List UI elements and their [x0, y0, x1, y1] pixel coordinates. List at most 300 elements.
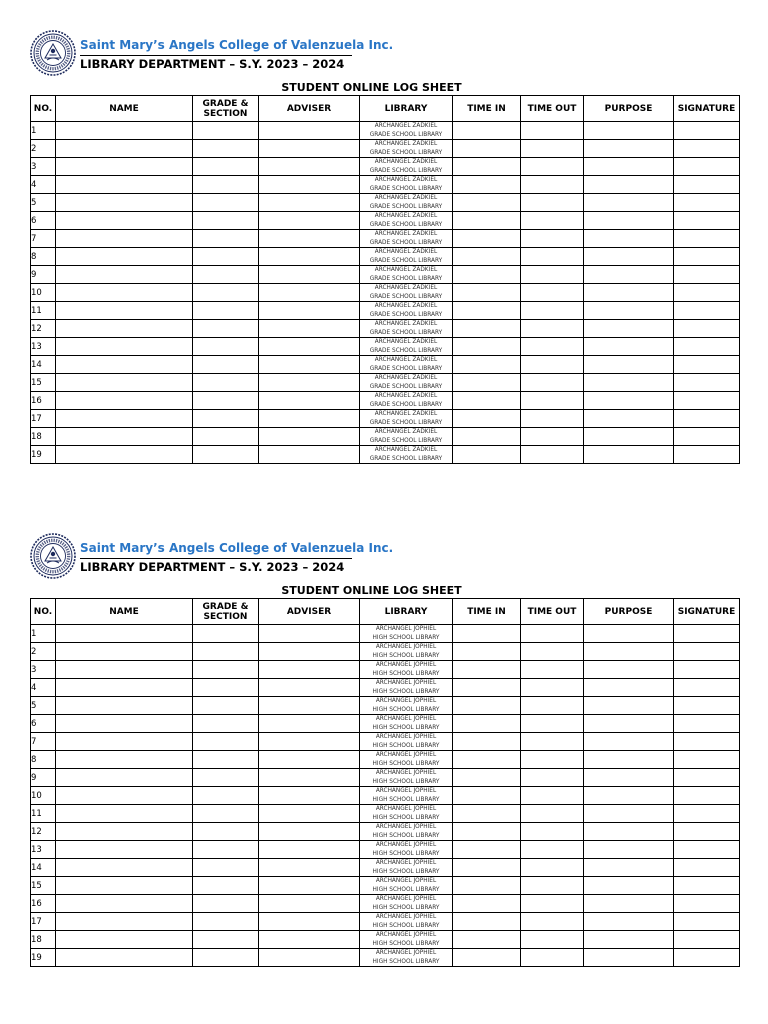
adviser-cell[interactable]	[259, 176, 360, 194]
signature-cell[interactable]	[674, 859, 740, 877]
time-in-cell[interactable]	[453, 697, 521, 715]
name-cell[interactable]	[56, 374, 193, 392]
time-out-cell[interactable]	[521, 284, 584, 302]
grade-section-cell[interactable]	[193, 392, 259, 410]
adviser-cell[interactable]	[259, 140, 360, 158]
signature-cell[interactable]	[674, 176, 740, 194]
time-out-cell[interactable]	[521, 895, 584, 913]
library-type-line: HIGH SCHOOL LIBRARY	[372, 634, 440, 641]
adviser-cell[interactable]	[259, 338, 360, 356]
grade-section-cell[interactable]	[193, 715, 259, 733]
row-number-cell: 16	[31, 392, 56, 410]
name-cell[interactable]	[56, 194, 193, 212]
row-number-cell: 10	[31, 787, 56, 805]
purpose-cell[interactable]	[584, 230, 674, 248]
adviser-cell[interactable]	[259, 194, 360, 212]
time-out-cell[interactable]	[521, 392, 584, 410]
library-cell	[360, 787, 453, 805]
purpose-cell[interactable]	[584, 374, 674, 392]
time-in-cell[interactable]	[453, 266, 521, 284]
time-in-cell[interactable]	[453, 374, 521, 392]
grade-section-cell[interactable]	[193, 428, 259, 446]
name-cell[interactable]	[56, 805, 193, 823]
signature-cell[interactable]	[674, 194, 740, 212]
table-row	[31, 823, 740, 841]
time-in-cell[interactable]	[453, 302, 521, 320]
name-cell[interactable]	[56, 625, 193, 643]
purpose-cell[interactable]	[584, 805, 674, 823]
time-in-cell[interactable]	[453, 913, 521, 931]
signature-cell[interactable]	[674, 697, 740, 715]
time-in-cell[interactable]	[453, 320, 521, 338]
signature-cell[interactable]	[674, 841, 740, 859]
purpose-cell[interactable]	[584, 733, 674, 751]
grade-section-cell[interactable]	[193, 895, 259, 913]
time-in-cell[interactable]	[453, 428, 521, 446]
name-cell[interactable]	[56, 428, 193, 446]
adviser-cell[interactable]	[259, 392, 360, 410]
grade-section-cell[interactable]	[193, 697, 259, 715]
time-out-cell[interactable]	[521, 769, 584, 787]
row-number-cell: 14	[31, 859, 56, 877]
grade-section-cell[interactable]	[193, 679, 259, 697]
time-out-cell[interactable]	[521, 823, 584, 841]
purpose-cell[interactable]	[584, 787, 674, 805]
library-cell	[360, 625, 453, 643]
name-cell[interactable]	[56, 787, 193, 805]
adviser-cell[interactable]	[259, 284, 360, 302]
time-in-cell[interactable]	[453, 248, 521, 266]
row-number-cell: 11	[31, 805, 56, 823]
time-in-cell[interactable]	[453, 122, 521, 140]
name-cell[interactable]	[56, 697, 193, 715]
signature-cell[interactable]	[674, 320, 740, 338]
grade-section-cell[interactable]	[193, 877, 259, 895]
time-out-cell[interactable]	[521, 356, 584, 374]
time-in-cell[interactable]	[453, 859, 521, 877]
library-cell	[360, 356, 453, 374]
purpose-cell[interactable]	[584, 625, 674, 643]
name-cell[interactable]	[56, 248, 193, 266]
time-out-cell[interactable]	[521, 122, 584, 140]
time-out-cell[interactable]	[521, 446, 584, 464]
time-in-cell[interactable]	[453, 805, 521, 823]
time-out-cell[interactable]	[521, 266, 584, 284]
time-in-cell[interactable]	[453, 284, 521, 302]
time-out-cell[interactable]	[521, 625, 584, 643]
time-out-cell[interactable]	[521, 212, 584, 230]
time-in-cell[interactable]	[453, 194, 521, 212]
name-cell[interactable]	[56, 823, 193, 841]
adviser-cell[interactable]	[259, 158, 360, 176]
purpose-cell[interactable]	[584, 769, 674, 787]
adviser-cell[interactable]	[259, 230, 360, 248]
purpose-cell[interactable]	[584, 302, 674, 320]
name-cell[interactable]	[56, 320, 193, 338]
name-cell[interactable]	[56, 122, 193, 140]
library-name-line: ARCHANGEL ZADKIEL	[374, 339, 438, 346]
time-out-cell[interactable]	[521, 787, 584, 805]
adviser-cell[interactable]	[259, 122, 360, 140]
adviser-cell[interactable]	[259, 769, 360, 787]
signature-cell[interactable]	[674, 787, 740, 805]
signature-cell[interactable]	[674, 392, 740, 410]
name-cell[interactable]	[56, 913, 193, 931]
row-number-cell: 15	[31, 877, 56, 895]
time-out-cell[interactable]	[521, 176, 584, 194]
signature-cell[interactable]	[674, 679, 740, 697]
time-out-cell[interactable]	[521, 643, 584, 661]
signature-cell[interactable]	[674, 248, 740, 266]
purpose-cell[interactable]	[584, 859, 674, 877]
time-in-cell[interactable]	[453, 751, 521, 769]
purpose-cell[interactable]	[584, 356, 674, 374]
purpose-cell[interactable]	[584, 895, 674, 913]
grade-section-cell[interactable]	[193, 446, 259, 464]
library-cell	[360, 230, 453, 248]
adviser-cell[interactable]	[259, 320, 360, 338]
adviser-cell[interactable]	[259, 266, 360, 284]
time-in-cell[interactable]	[453, 679, 521, 697]
signature-cell[interactable]	[674, 823, 740, 841]
name-cell[interactable]	[56, 410, 193, 428]
adviser-cell[interactable]	[259, 410, 360, 428]
signature-cell[interactable]	[674, 140, 740, 158]
name-cell[interactable]	[56, 661, 193, 679]
grade-section-cell[interactable]	[193, 338, 259, 356]
time-in-cell[interactable]	[453, 625, 521, 643]
time-out-cell[interactable]	[521, 715, 584, 733]
adviser-cell[interactable]	[259, 823, 360, 841]
time-in-cell[interactable]	[453, 176, 521, 194]
purpose-cell[interactable]	[584, 643, 674, 661]
signature-cell[interactable]	[674, 643, 740, 661]
purpose-cell[interactable]	[584, 679, 674, 697]
name-cell[interactable]	[56, 284, 193, 302]
name-cell[interactable]	[56, 931, 193, 949]
signature-cell[interactable]	[674, 284, 740, 302]
name-cell[interactable]	[56, 446, 193, 464]
purpose-cell[interactable]	[584, 122, 674, 140]
grade-section-cell[interactable]	[193, 410, 259, 428]
time-out-cell[interactable]	[521, 410, 584, 428]
adviser-cell[interactable]	[259, 913, 360, 931]
name-cell[interactable]	[56, 733, 193, 751]
time-out-cell[interactable]	[521, 949, 584, 967]
name-cell[interactable]	[56, 158, 193, 176]
grade-section-cell[interactable]	[193, 356, 259, 374]
time-out-cell[interactable]	[521, 428, 584, 446]
grade-section-cell[interactable]	[193, 248, 259, 266]
time-in-cell[interactable]	[453, 212, 521, 230]
signature-cell[interactable]	[674, 158, 740, 176]
purpose-cell[interactable]	[584, 428, 674, 446]
adviser-cell[interactable]	[259, 661, 360, 679]
time-in-cell[interactable]	[453, 392, 521, 410]
table-row	[31, 176, 740, 194]
library-cell	[360, 176, 453, 194]
adviser-cell[interactable]	[259, 931, 360, 949]
grade-section-cell[interactable]	[193, 643, 259, 661]
library-type-line: GRADE SCHOOL LIBRARY	[369, 203, 443, 210]
signature-cell[interactable]	[674, 661, 740, 679]
time-in-cell[interactable]	[453, 356, 521, 374]
time-out-cell[interactable]	[521, 374, 584, 392]
grade-section-cell[interactable]	[193, 320, 259, 338]
row-number-cell: 9	[31, 769, 56, 787]
library-cell	[360, 661, 453, 679]
adviser-cell[interactable]	[259, 841, 360, 859]
time-in-cell[interactable]	[453, 769, 521, 787]
purpose-cell[interactable]	[584, 446, 674, 464]
time-out-cell[interactable]	[521, 751, 584, 769]
time-in-cell[interactable]	[453, 931, 521, 949]
name-cell[interactable]	[56, 140, 193, 158]
signature-cell[interactable]	[674, 949, 740, 967]
grade-section-cell[interactable]	[193, 122, 259, 140]
time-out-cell[interactable]	[521, 679, 584, 697]
purpose-cell[interactable]	[584, 284, 674, 302]
adviser-cell[interactable]	[259, 212, 360, 230]
adviser-cell[interactable]	[259, 643, 360, 661]
grade-section-cell[interactable]	[193, 158, 259, 176]
signature-cell[interactable]	[674, 751, 740, 769]
purpose-cell[interactable]	[584, 320, 674, 338]
purpose-cell[interactable]	[584, 338, 674, 356]
name-cell[interactable]	[56, 356, 193, 374]
table-row	[31, 877, 740, 895]
purpose-cell[interactable]	[584, 266, 674, 284]
signature-cell[interactable]	[674, 356, 740, 374]
name-cell[interactable]	[56, 643, 193, 661]
time-out-cell[interactable]	[521, 697, 584, 715]
purpose-cell[interactable]	[584, 913, 674, 931]
time-out-cell[interactable]	[521, 320, 584, 338]
adviser-cell[interactable]	[259, 697, 360, 715]
time-in-cell[interactable]	[453, 230, 521, 248]
time-out-cell[interactable]	[521, 302, 584, 320]
adviser-cell[interactable]	[259, 446, 360, 464]
library-cell	[360, 446, 453, 464]
name-cell[interactable]	[56, 841, 193, 859]
adviser-cell[interactable]	[259, 248, 360, 266]
grade-section-cell[interactable]	[193, 266, 259, 284]
grade-section-cell[interactable]	[193, 212, 259, 230]
signature-cell[interactable]	[674, 769, 740, 787]
adviser-cell[interactable]	[259, 895, 360, 913]
signature-cell[interactable]	[674, 302, 740, 320]
adviser-cell[interactable]	[259, 733, 360, 751]
library-type-line: HIGH SCHOOL LIBRARY	[372, 688, 440, 695]
library-cell	[360, 338, 453, 356]
row-number-cell: 3	[31, 661, 56, 679]
signature-cell[interactable]	[674, 877, 740, 895]
grade-section-cell[interactable]	[193, 949, 259, 967]
purpose-cell[interactable]	[584, 661, 674, 679]
time-in-cell[interactable]	[453, 877, 521, 895]
adviser-cell[interactable]	[259, 877, 360, 895]
grade-section-cell[interactable]	[193, 230, 259, 248]
grade-section-cell[interactable]	[193, 769, 259, 787]
name-cell[interactable]	[56, 859, 193, 877]
time-out-cell[interactable]	[521, 841, 584, 859]
time-out-cell[interactable]	[521, 158, 584, 176]
grade-section-cell[interactable]	[193, 140, 259, 158]
time-in-cell[interactable]	[453, 787, 521, 805]
signature-cell[interactable]	[674, 931, 740, 949]
time-out-cell[interactable]	[521, 140, 584, 158]
adviser-cell[interactable]	[259, 751, 360, 769]
time-in-cell[interactable]	[453, 895, 521, 913]
grade-section-cell[interactable]	[193, 841, 259, 859]
name-cell[interactable]	[56, 338, 193, 356]
time-out-cell[interactable]	[521, 661, 584, 679]
grade-section-cell[interactable]	[193, 805, 259, 823]
purpose-cell[interactable]	[584, 392, 674, 410]
name-cell[interactable]	[56, 212, 193, 230]
table-row	[31, 913, 740, 931]
library-cell	[360, 374, 453, 392]
time-out-cell[interactable]	[521, 230, 584, 248]
time-in-cell[interactable]	[453, 643, 521, 661]
grade-section-cell[interactable]	[193, 625, 259, 643]
time-out-cell[interactable]	[521, 877, 584, 895]
time-in-cell[interactable]	[453, 841, 521, 859]
time-out-cell[interactable]	[521, 194, 584, 212]
time-out-cell[interactable]	[521, 931, 584, 949]
signature-cell[interactable]	[674, 266, 740, 284]
signature-cell[interactable]	[674, 733, 740, 751]
time-in-cell[interactable]	[453, 823, 521, 841]
grade-section-cell[interactable]	[193, 284, 259, 302]
grade-section-cell[interactable]	[193, 787, 259, 805]
name-cell[interactable]	[56, 266, 193, 284]
purpose-cell[interactable]	[584, 176, 674, 194]
adviser-cell[interactable]	[259, 859, 360, 877]
grade-section-cell[interactable]	[193, 913, 259, 931]
purpose-cell[interactable]	[584, 194, 674, 212]
signature-cell[interactable]	[674, 895, 740, 913]
grade-section-cell[interactable]	[193, 176, 259, 194]
time-in-cell[interactable]	[453, 446, 521, 464]
library-type-line: GRADE SCHOOL LIBRARY	[369, 239, 443, 246]
name-cell[interactable]	[56, 895, 193, 913]
library-type-line: HIGH SCHOOL LIBRARY	[372, 796, 440, 803]
time-in-cell[interactable]	[453, 338, 521, 356]
name-cell[interactable]	[56, 302, 193, 320]
time-in-cell[interactable]	[453, 733, 521, 751]
adviser-cell[interactable]	[259, 787, 360, 805]
library-cell	[360, 428, 453, 446]
time-in-cell[interactable]	[453, 661, 521, 679]
adviser-cell[interactable]	[259, 356, 360, 374]
grade-section-cell[interactable]	[193, 931, 259, 949]
purpose-cell[interactable]	[584, 410, 674, 428]
time-out-cell[interactable]	[521, 248, 584, 266]
signature-cell[interactable]	[674, 374, 740, 392]
grade-section-cell[interactable]	[193, 751, 259, 769]
purpose-cell[interactable]	[584, 248, 674, 266]
signature-cell[interactable]	[674, 212, 740, 230]
signature-cell[interactable]	[674, 410, 740, 428]
name-cell[interactable]	[56, 679, 193, 697]
name-cell[interactable]	[56, 769, 193, 787]
signature-cell[interactable]	[674, 230, 740, 248]
adviser-cell[interactable]	[259, 949, 360, 967]
adviser-cell[interactable]	[259, 679, 360, 697]
grade-section-cell[interactable]	[193, 374, 259, 392]
grade-section-cell[interactable]	[193, 823, 259, 841]
time-in-cell[interactable]	[453, 715, 521, 733]
time-in-cell[interactable]	[453, 140, 521, 158]
adviser-cell[interactable]	[259, 302, 360, 320]
signature-cell[interactable]	[674, 338, 740, 356]
adviser-cell[interactable]	[259, 625, 360, 643]
time-out-cell[interactable]	[521, 338, 584, 356]
time-out-cell[interactable]	[521, 859, 584, 877]
time-in-cell[interactable]	[453, 410, 521, 428]
signature-cell[interactable]	[674, 625, 740, 643]
grade-section-cell[interactable]	[193, 661, 259, 679]
table-row	[31, 841, 740, 859]
purpose-cell[interactable]	[584, 949, 674, 967]
library-cell	[360, 248, 453, 266]
time-out-cell[interactable]	[521, 913, 584, 931]
signature-cell[interactable]	[674, 122, 740, 140]
grade-section-cell[interactable]	[193, 194, 259, 212]
name-cell[interactable]	[56, 751, 193, 769]
name-cell[interactable]	[56, 176, 193, 194]
grade-section-cell[interactable]	[193, 859, 259, 877]
purpose-cell[interactable]	[584, 697, 674, 715]
time-out-cell[interactable]	[521, 733, 584, 751]
time-in-cell[interactable]	[453, 949, 521, 967]
purpose-cell[interactable]	[584, 158, 674, 176]
adviser-cell[interactable]	[259, 805, 360, 823]
name-cell[interactable]	[56, 949, 193, 967]
name-cell[interactable]	[56, 715, 193, 733]
row-number-cell: 7	[31, 733, 56, 751]
signature-cell[interactable]	[674, 446, 740, 464]
adviser-cell[interactable]	[259, 715, 360, 733]
table-row	[31, 320, 740, 338]
signature-cell[interactable]	[674, 715, 740, 733]
signature-cell[interactable]	[674, 805, 740, 823]
name-cell[interactable]	[56, 392, 193, 410]
purpose-cell[interactable]	[584, 931, 674, 949]
signature-cell[interactable]	[674, 913, 740, 931]
purpose-cell[interactable]	[584, 877, 674, 895]
purpose-cell[interactable]	[584, 212, 674, 230]
adviser-cell[interactable]	[259, 374, 360, 392]
grade-section-cell[interactable]	[193, 733, 259, 751]
row-number-cell: 14	[31, 356, 56, 374]
adviser-cell[interactable]	[259, 428, 360, 446]
purpose-cell[interactable]	[584, 751, 674, 769]
purpose-cell[interactable]	[584, 140, 674, 158]
purpose-cell[interactable]	[584, 823, 674, 841]
purpose-cell[interactable]	[584, 841, 674, 859]
name-cell[interactable]	[56, 230, 193, 248]
name-cell[interactable]	[56, 877, 193, 895]
log-table	[30, 598, 740, 967]
time-out-cell[interactable]	[521, 805, 584, 823]
library-cell	[360, 895, 453, 913]
grade-section-cell[interactable]	[193, 302, 259, 320]
signature-cell[interactable]	[674, 428, 740, 446]
time-in-cell[interactable]	[453, 158, 521, 176]
purpose-cell[interactable]	[584, 715, 674, 733]
